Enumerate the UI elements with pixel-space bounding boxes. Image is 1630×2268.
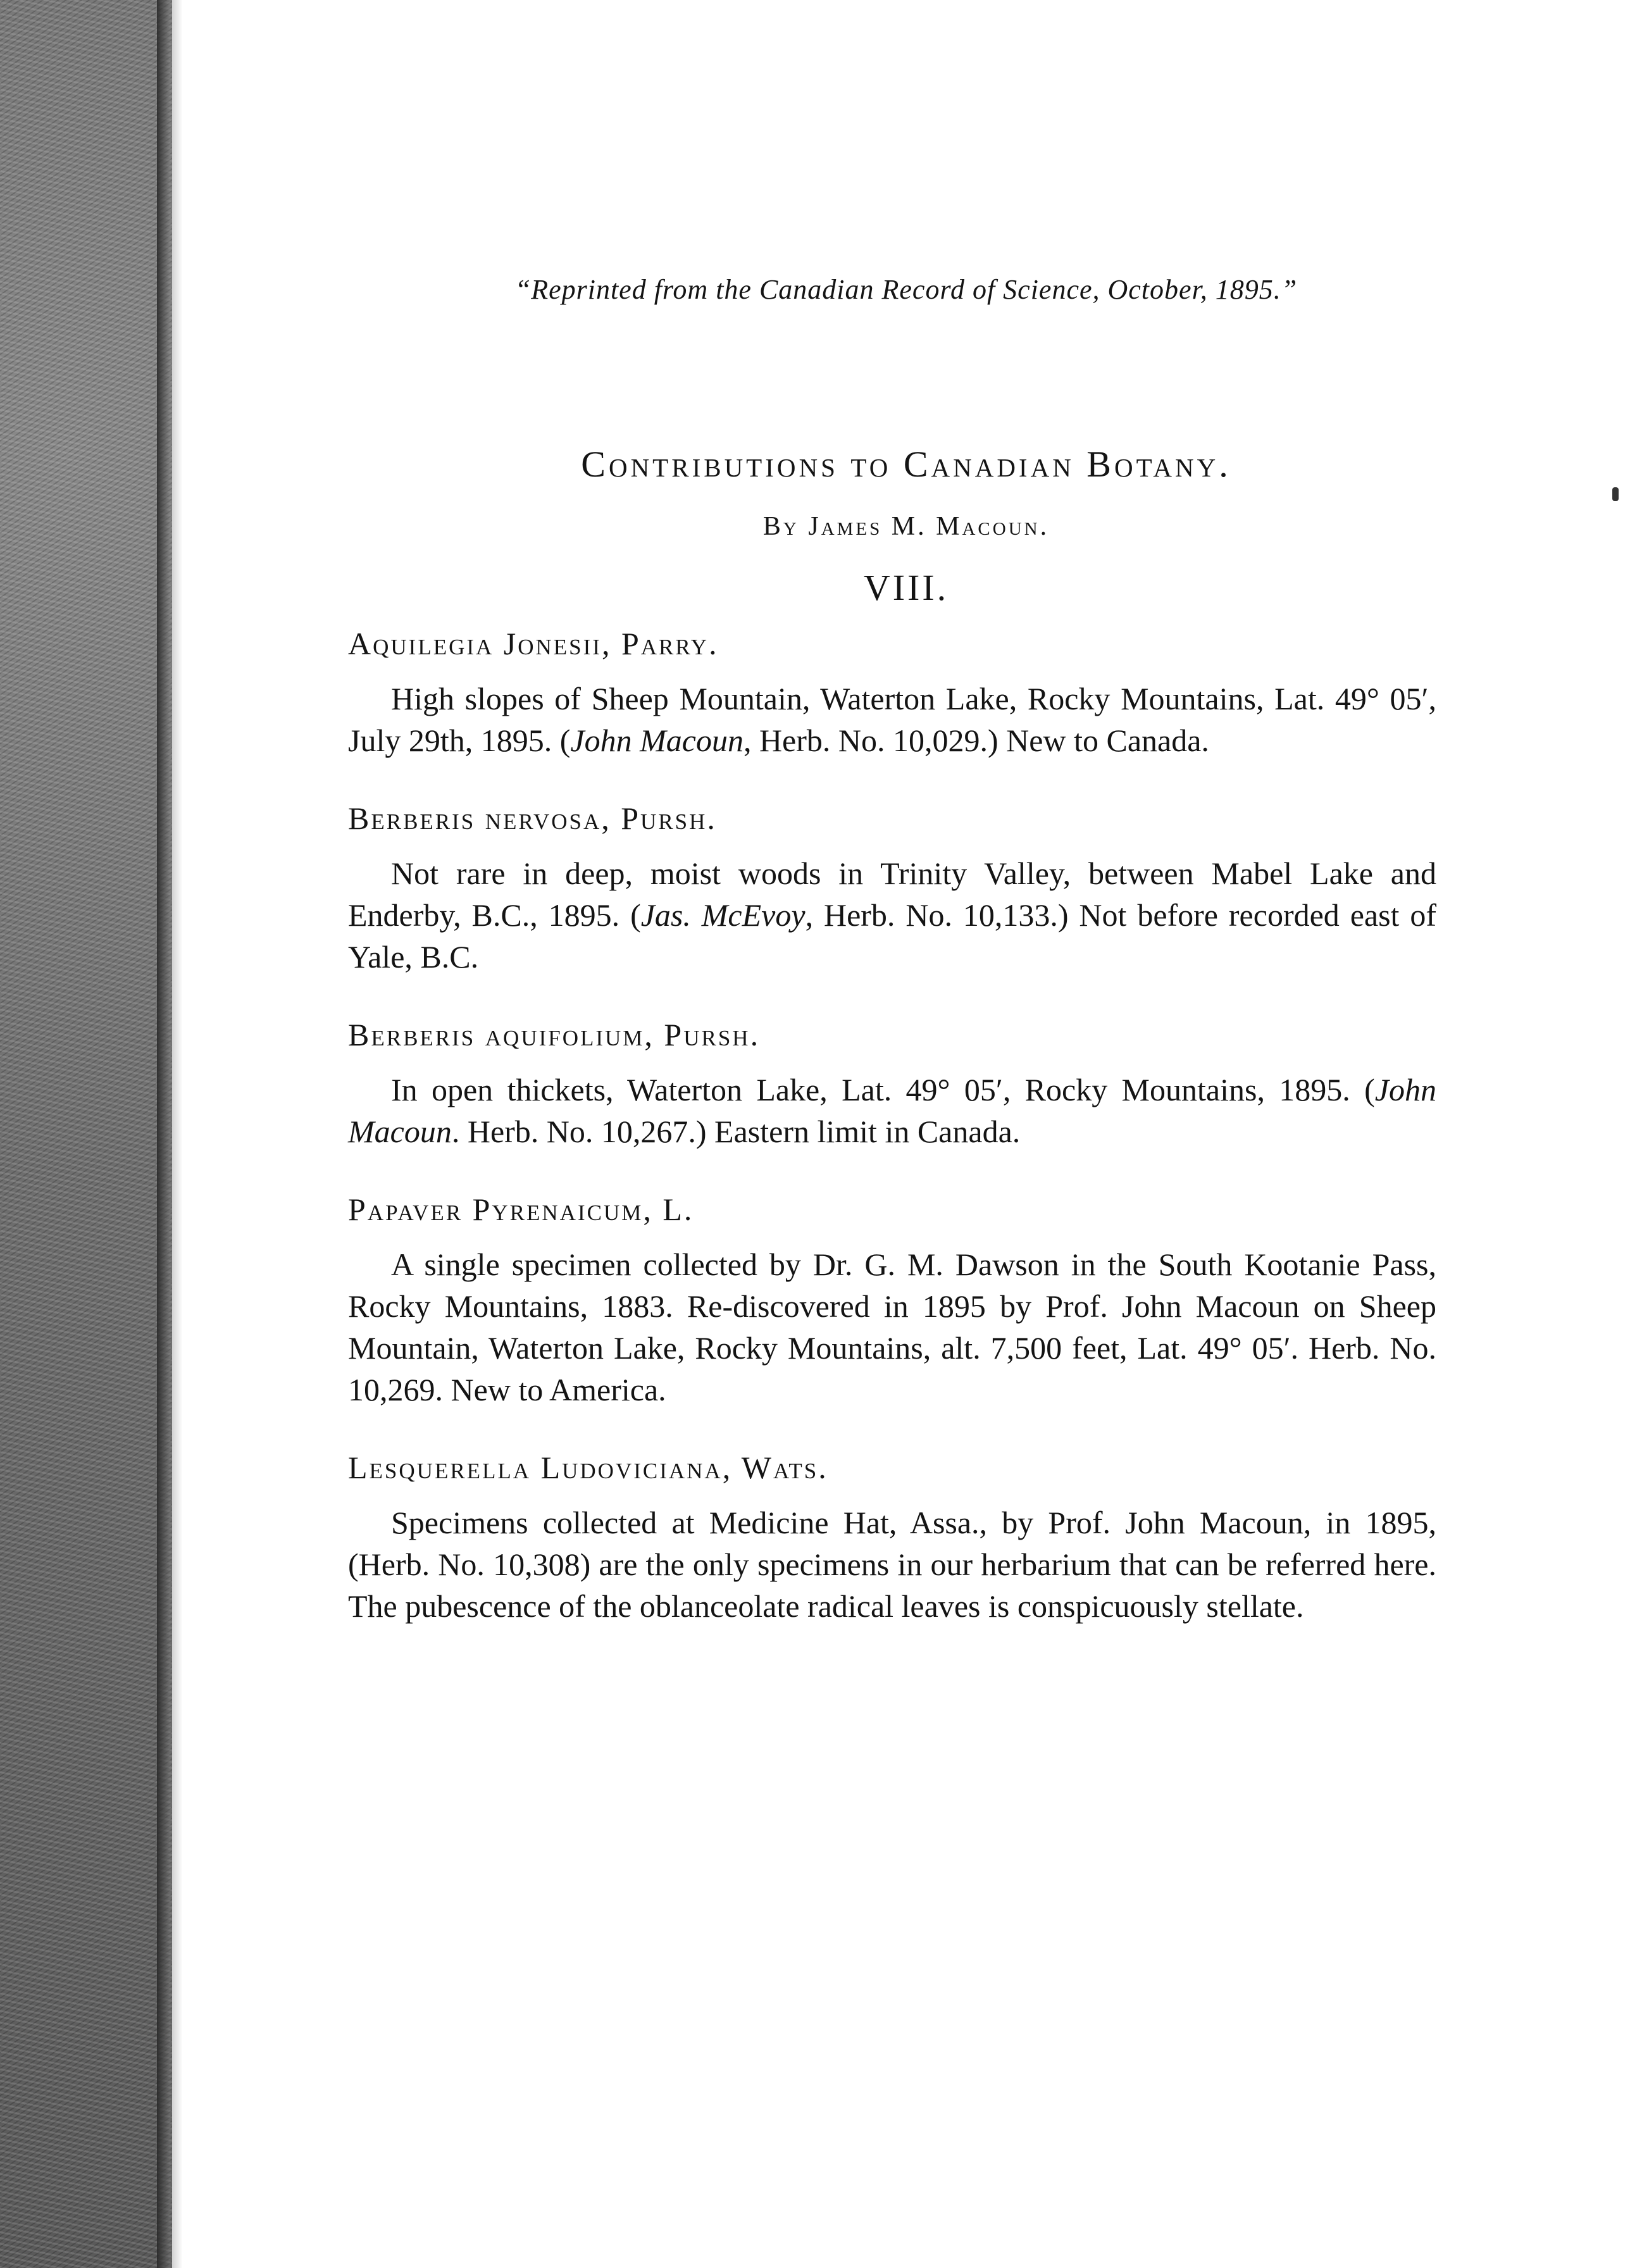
reprint-note: “Reprinted from the Canadian Record of Science, October, 1895.” xyxy=(514,274,1298,305)
page-sheet xyxy=(182,0,1630,2268)
description-text: , Herb. No. 10,029.) New to Canada. xyxy=(743,723,1209,758)
description-text: High slopes of Sheep Mountain, Waterton Lake, Rocky Mountains, Lat. 49° 05′, July 29th, 1895. ( xyxy=(348,681,1436,758)
description-text: In open thickets, Waterton Lake, Lat. 49° 05′, Rocky Mountains, 1895. ( xyxy=(391,1072,1375,1107)
species-heading: Papaver Pyrenaicum, L. xyxy=(348,1192,694,1227)
species-entries xyxy=(348,623,1436,1664)
species-description xyxy=(348,852,1436,978)
article-title: Contributions to Canadian Botany. xyxy=(581,444,1231,485)
description-text: . Herb. No. 10,267.) Eastern limit in Canada. xyxy=(451,1114,1021,1149)
edge-mark xyxy=(1612,487,1619,501)
collector-name: Jas. McEvoy xyxy=(640,897,806,933)
species-description xyxy=(348,678,1436,761)
species-entry xyxy=(348,798,1436,978)
species-heading: Lesquerella Ludoviciana, Wats. xyxy=(348,1450,828,1485)
species-entry xyxy=(348,623,1436,761)
book-spine xyxy=(0,0,172,2268)
species-heading: Berberis nervosa, Pursh. xyxy=(348,801,717,836)
collector-name: John Macoun xyxy=(570,723,743,758)
description-text: Not rare in deep, moist woods in Trinity Valley, between Mabel Lake and Enderby, B.C., 1895. ( xyxy=(348,856,1436,933)
species-description: A single specimen collected by Dr. G. M. Dawson in the South Kootanie Pass, Rocky Mountains, 1883. Re-discovered in 1895 by Prof. John Macoun on Sheep Mountain, Waterton Lake, Rocky Mountains, alt. 7,500 feet, Lat. 49° 05′. Herb. No. 10,269. New to America. xyxy=(348,1247,1436,1407)
species-description: Specimens collected at Medicine Hat, Assa., by Prof. John Macoun, in 1895, (Herb. No. 10,308) are the only specimens in our herbarium that can be referred here. The pubescence of the oblanceolate radical leaves is conspicuously stellate. xyxy=(348,1505,1436,1624)
species-description xyxy=(348,1069,1436,1152)
description-text: , Herb. No. 10,133.) Not before recorded east of Yale, B.C. xyxy=(348,897,1436,975)
species-entry xyxy=(348,1447,1436,1627)
section-numeral: VIII. xyxy=(863,567,949,608)
collector-name: John Macoun xyxy=(348,1072,1436,1149)
author-line: By James M. Macoun. xyxy=(762,512,1050,541)
species-entry xyxy=(348,1014,1436,1152)
species-entry xyxy=(348,1189,1436,1411)
spine-shadow xyxy=(157,0,182,2268)
species-heading: Berberis aquifolium, Pursh. xyxy=(348,1017,761,1052)
species-heading: Aquilegia Jonesii, Parry. xyxy=(348,626,719,661)
